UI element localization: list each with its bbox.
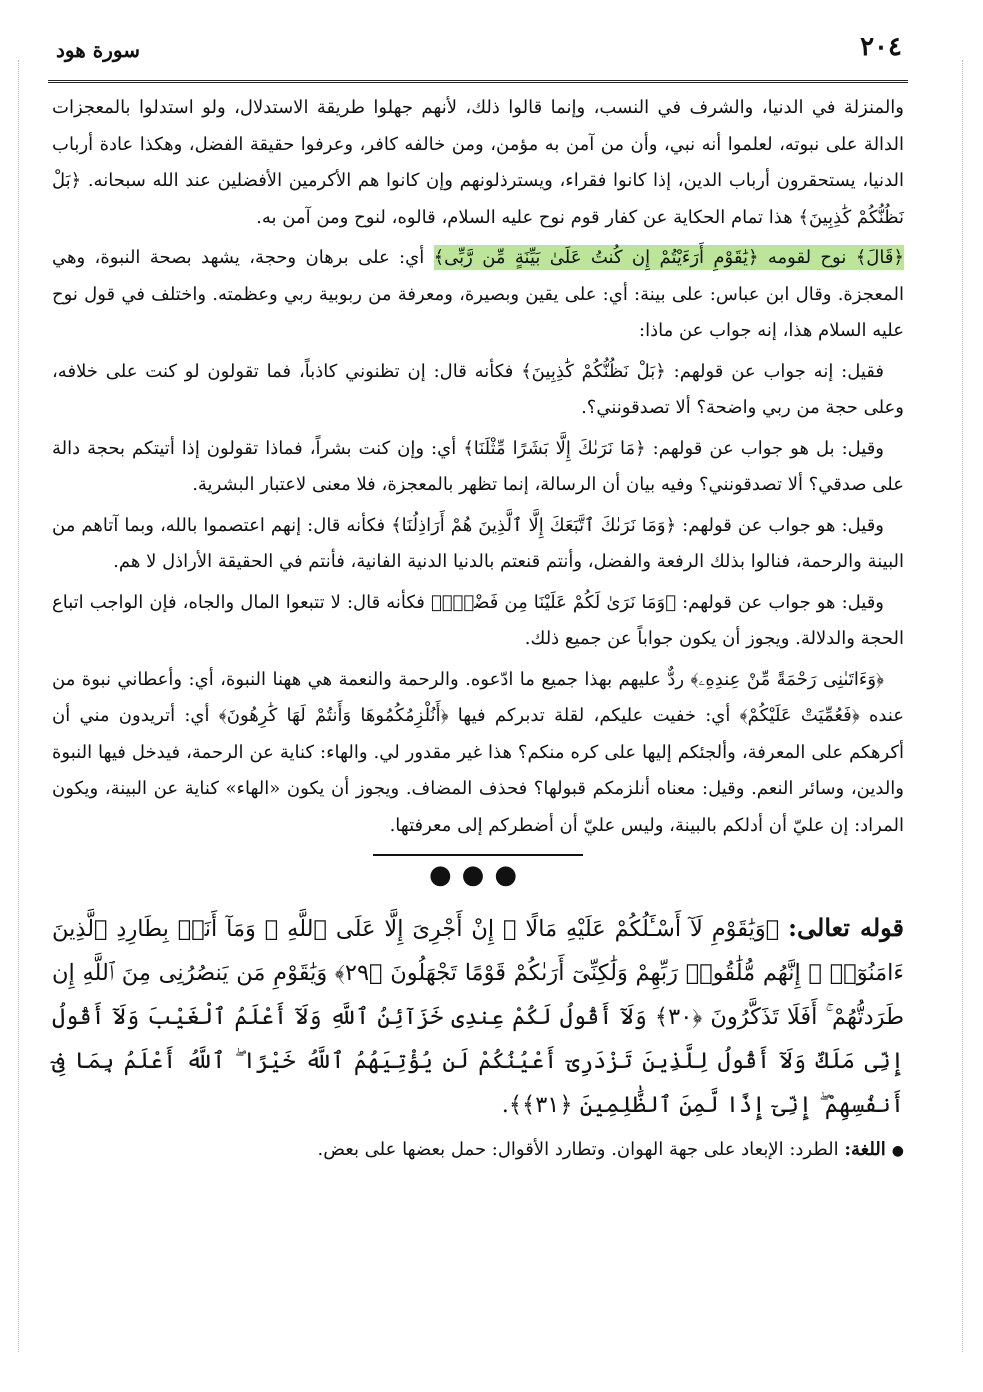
paragraph-6 — [48, 585, 908, 658]
surah-name: سورة هود — [56, 38, 140, 62]
paragraph-2-text: أي: على برهان وحجة، يشهد بصحة النبوة، وهي المعجزة. وقال ابن عباس: على بينة: أي: على يقين وبصيرة، ومعرفة من ربوبية ربي وعظمته. واختلف في قول نوح عليه السلام هذا، إنه جواب عن ماذا: — [52, 247, 904, 341]
lexical-label: اللغة: — [844, 1139, 886, 1160]
verse-intro: قوله تعالى: — [788, 913, 905, 942]
bullet-icon: ● — [891, 1143, 904, 1159]
paragraph-1-text: والمنزلة في الدنيا، والشرف في النسب، وإنما قالوا ذلك، لأنهم جهلوا طريقة الاستدلال، ولو استدلوا بالمعجزات الدالة على نبوته، لعلموا أنه نبي، وأن من آمن به مؤمن، ومن خالفه كافر، وعرفوا حقيقة الفضل، وهكذا عادة أرباب الدنيا، يستحقرون أرباب الدين، إذا كانوا فقراء، ويسترذلونهم وإن كانوا هم الأكرمين الأفضلين عند الله سبحانه. ﴿بَلْ نَظُنُّكُمْ كَٰذِبِينَ﴾ هذا تمام الحكاية عن كفار قوم نوح عليه السلام، قالوه، لنوح ومن آمن به. — [52, 97, 904, 228]
page-edge-left — [18, 60, 21, 1352]
paragraph-5 — [48, 508, 908, 581]
page-body — [48, 90, 908, 1168]
paragraph-1 — [48, 90, 908, 236]
paragraph-5-text: وقيل: هو جواب عن قولهم: ﴿وَمَا نَرَىٰكَ ٱتَّبَعَكَ إِلَّا ٱلَّذِينَ هُمْ أَرَاذِلُنَا﴾ فكأنه قال: إنهم اعتصموا بالله، وبما آتاهم من البينة والرحمة، فنالوا بذلك الرفعة والفضل، وأنتم قنعتم بالدنيا الدنية الفانية، فأنتم في الحقيقة الأراذل لا هم. — [52, 514, 904, 572]
book-page — [48, 28, 908, 1358]
lexical-note — [48, 1133, 908, 1168]
lexical-text: الطرد: الإبعاد على جهة الهوان. وتطارد الأقوال: حمل بعضها على بعض. — [317, 1139, 845, 1160]
page-header — [48, 28, 908, 83]
paragraph-3-text: فقيل: إنه جواب عن قولهم: ﴿بَلْ نَظُنُّكُمْ كَٰذِبِينَ﴾ فكأنه قال: إن تظنوني كاذباً، فما تقولون لو كنت على خلافه، وعلى حجة من ربي واضحة؟ ألا تصدقونني؟. — [52, 360, 904, 418]
paragraph-4-text: وقيل: بل هو جواب عن قولهم: ﴿مَا نَرَىٰكَ إِلَّا بَشَرًا مِّثْلَنَا﴾ أي: وإن كنت بشراً، فماذا تقولون إذا أتيتكم بحجة دالة على صدقي؟ ألا تصدقونني؟ وفيه بيان أن الرسالة، إنما تظهر بالمعجزة، فلا معنى لاعتبار البشرية. — [52, 437, 904, 495]
page-number: ٢٠٤ — [860, 32, 902, 62]
paragraph-2 — [48, 240, 908, 350]
quran-verses-block — [48, 906, 908, 1127]
paragraph-7-text: ﴿وَءَاتَىٰنِى رَحْمَةً مِّنْ عِندِهِۦ﴾ ردٌّ عليهم بهذا جميع ما ادّعوه. والرحمة والنعمة هي ههنا النبوة، أي: وأعطاني نبوة من عنده ﴿فَعُمِّيَتْ عَلَيْكُمْ﴾ أي: خفيت عليكم، لقلة تدبركم فيها ﴿أَنُلْزِمُكُمُوهَا وَأَنتُمْ لَهَا كَٰرِهُونَ﴾ أي: أتريدون مني أن أكرهكم على المعرفة، وألجئكم إليها على كره منكم؟ هذا غير مقدور لي. والهاء: كناية عن الرحمة، فيدخل فيها النبوة والدين، وسائر النعم. وقيل: معناه أنلزمكم قبولها؟ فحذف المضاف. ويجوز أن يكون «الهاء» كناية عن البينة، ويكون المراد: إن عليّ أن أدلكم بالبينة، وليس عليّ أن أضطركم إلى معرفتها. — [52, 668, 904, 836]
paragraph-6-text: وقيل: هو جواب عن قولهم: ﴿وَمَا نَرَىٰ لَكُمْ عَلَيْنَا مِن فَضْلٍۭ﴾ فكأنه قال: لا تتبعوا المال والجاه، فإن الواجب اتباع الحجة والدلالة. ويجوز أن يكون جواباً عن جميع ذلك. — [52, 591, 904, 649]
section-separator — [373, 854, 583, 890]
paragraph-7 — [48, 662, 908, 845]
paragraph-4 — [48, 431, 908, 504]
paragraph-3 — [48, 354, 908, 427]
quran-verses-text: ﴿وَيَٰقَوْمِ لَآ أَسْـَٔلُكُمْ عَلَيْهِ مَالًا ۖ إِنْ أَجْرِىَ إِلَّا عَلَى ٱللَّهِ ۚ وَمَآ أَنَا۠ بِطَارِدِ ٱلَّذِينَ ءَامَنُوٓا۟ ۚ إِنَّهُم مُّلَٰقُوا۟ رَبِّهِمْ وَلَٰكِنِّىٓ أَرَىٰكُمْ قَوْمًا تَجْهَلُونَ ﴿٢٩﴾ وَيَٰقَوْمِ مَن يَنصُرُنِى مِنَ ٱللَّهِ إِن طَرَدتُّهُمْ ۚ أَفَلَا تَذَكَّرُونَ ﴿٣٠﴾ وَلَآ أَقُولُ لَكُمْ عِندِى خَزَآئِنُ ٱللَّهِ وَلَآ أَعْلَمُ ٱلْغَيْبَ وَلَآ أَقُولُ إِنِّى مَلَكٌ وَلَآ أَقُولُ لِلَّذِينَ تَزْدَرِىٓ أَعْيُنُكُمْ لَن يُؤْتِيَهُمُ ٱللَّهُ خَيْرًا ۖ ٱللَّهُ أَعْلَمُ بِمَا فِىٓ أَنفُسِهِمْ ۖ إِنِّىٓ إِذًا لَّمِنَ ٱلظَّٰلِمِينَ ﴿٣١﴾﴾. — [52, 916, 904, 1118]
separator-dots: ●●● — [428, 860, 528, 890]
highlighted-verse: ﴿قَالَ﴾ نوح لقومه ﴿يَٰقَوْمِ أَرَءَيْتُمْ إِن كُنتُ عَلَىٰ بَيِّنَةٍ مِّن رَّبِّى﴾ — [433, 247, 904, 268]
page-edge-right — [960, 60, 963, 1352]
